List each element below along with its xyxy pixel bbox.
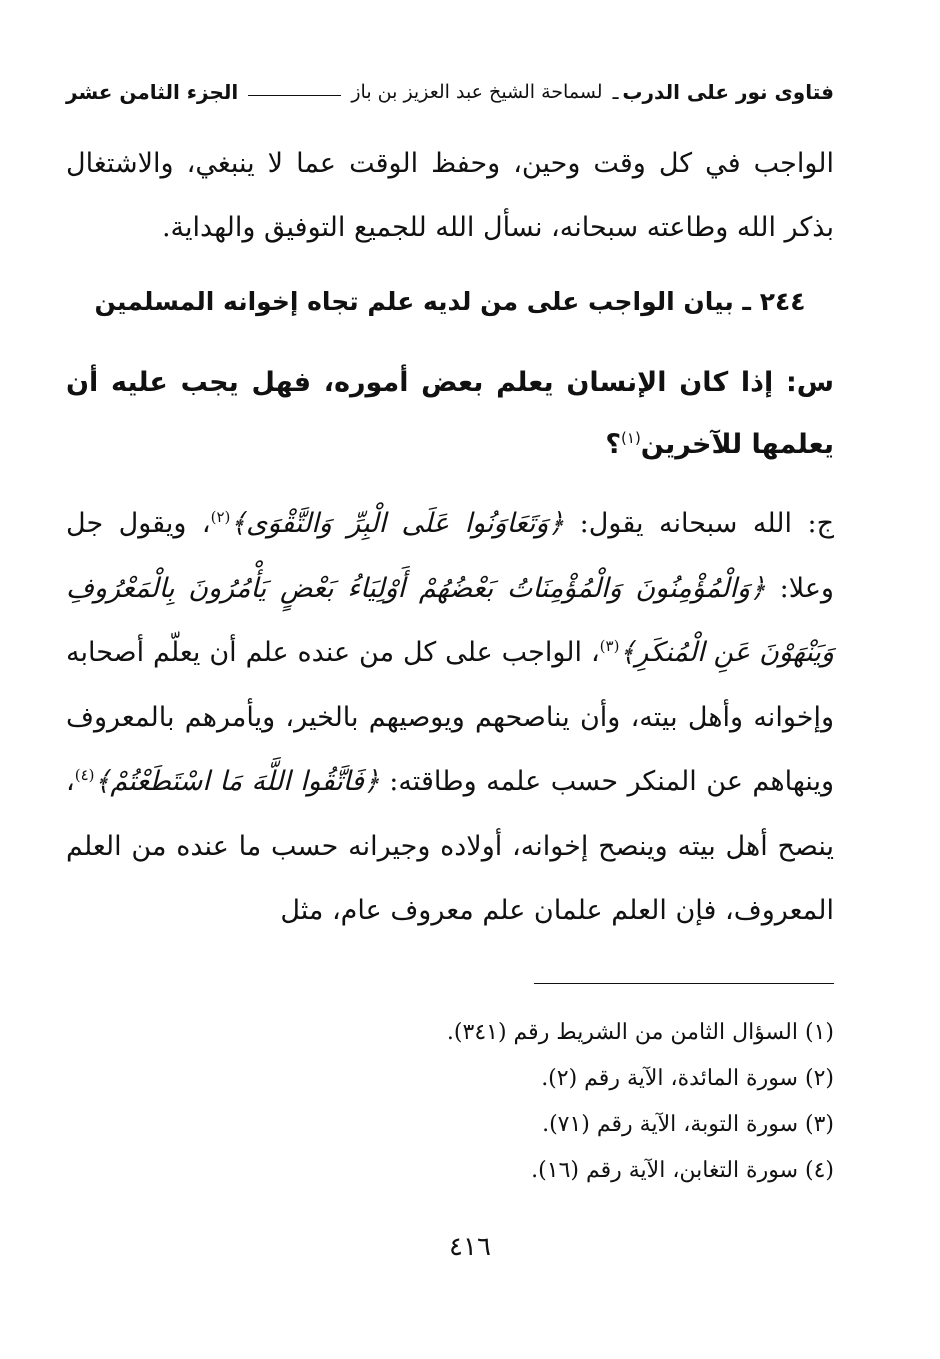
author-name: لسماحة الشيخ عبد العزيز بن باز (351, 81, 603, 103)
question-mark: ؟ (605, 429, 622, 460)
question-text: س: إذا كان الإنسان يعلم بعض أموره، فهل يجب عليه أن يعلمها للآخرين (66, 367, 834, 460)
footnote-ref-4: (٤) (74, 766, 95, 784)
answer-part-2: ، ويقول جل وعلا: (66, 508, 834, 604)
question-paragraph (66, 352, 834, 476)
footnote-2: (٢) سورة المائدة، الآية رقم (٢). (541, 1066, 834, 1091)
footnotes (66, 1010, 834, 1194)
footnote-4: (٤) سورة التغابن، الآية رقم (١٦). (531, 1158, 834, 1183)
answer-paragraph (66, 492, 834, 944)
running-header (66, 72, 834, 112)
intro-paragraph: الواجب في كل وقت وحين، وحفظ الوقت عما لا ينبغي، والاشتغال بذكر الله وطاعته سبحانه، نسأل الله للجميع التوفيق والهداية. (66, 148, 834, 243)
answer-part-3: ، الواجب على كل من عنده علم أن يعلّم أصحابه وإخوانه وأهل بيته، وأن يناصحهم ويوصيهم بالخير، ويأمرهم بالمعروف وينهاهم عن المنكر حسب علمه وطاقته: (66, 637, 834, 797)
footnote-ref-3: (٣) (599, 637, 620, 655)
answer-part-1: ج: الله سبحانه يقول: (564, 508, 835, 539)
answer-part-4: ، ينصح أهل بيته وينصح إخوانه، أولاده وجيرانه حسب ما عنده من العلم المعروف، فإن العلم علمان علم معروف عام، مثل (66, 766, 834, 926)
footnote-1: (١) السؤال الثامن من الشريط رقم (٣٤١). (446, 1020, 834, 1045)
header-rule (248, 95, 341, 96)
footnote-ref-1: (١) (621, 429, 641, 447)
quran-verse-2: ﴿وَالْمُؤْمِنُونَ وَالْمُؤْمِنَاتُ بَعْضُهُمْ أَوْلِيَاءُ بَعْضٍ يَأْمُرُونَ بِالْمَعْرُوفِ وَيَنْهَوْنَ عَنِ الْمُنكَرِ﴾ (66, 572, 834, 668)
footnote-separator (534, 983, 834, 984)
footnote-ref-2: (٢) (210, 508, 231, 526)
quran-verse-1: ﴿وَتَعَاوَنُوا عَلَى الْبِرِّ وَالتَّقْوَى﴾ (230, 508, 565, 539)
header-separator: ـ (612, 80, 619, 104)
volume-label: الجزء الثامن عشر (66, 80, 239, 104)
book-title: فتاوى نور على الدرب (622, 80, 834, 104)
page-number: ٤١٦ (449, 1232, 491, 1262)
quran-verse-3: ﴿فَاتَّقُوا اللَّهَ مَا اسْتَطَعْتُمْ﴾ (94, 766, 380, 797)
section-heading: ٢٤٤ ـ بيان الواجب على من لديه علم تجاه إخوانه المسلمين (94, 287, 806, 316)
footnote-3: (٣) سورة التوبة، الآية رقم (٧١). (542, 1112, 834, 1137)
